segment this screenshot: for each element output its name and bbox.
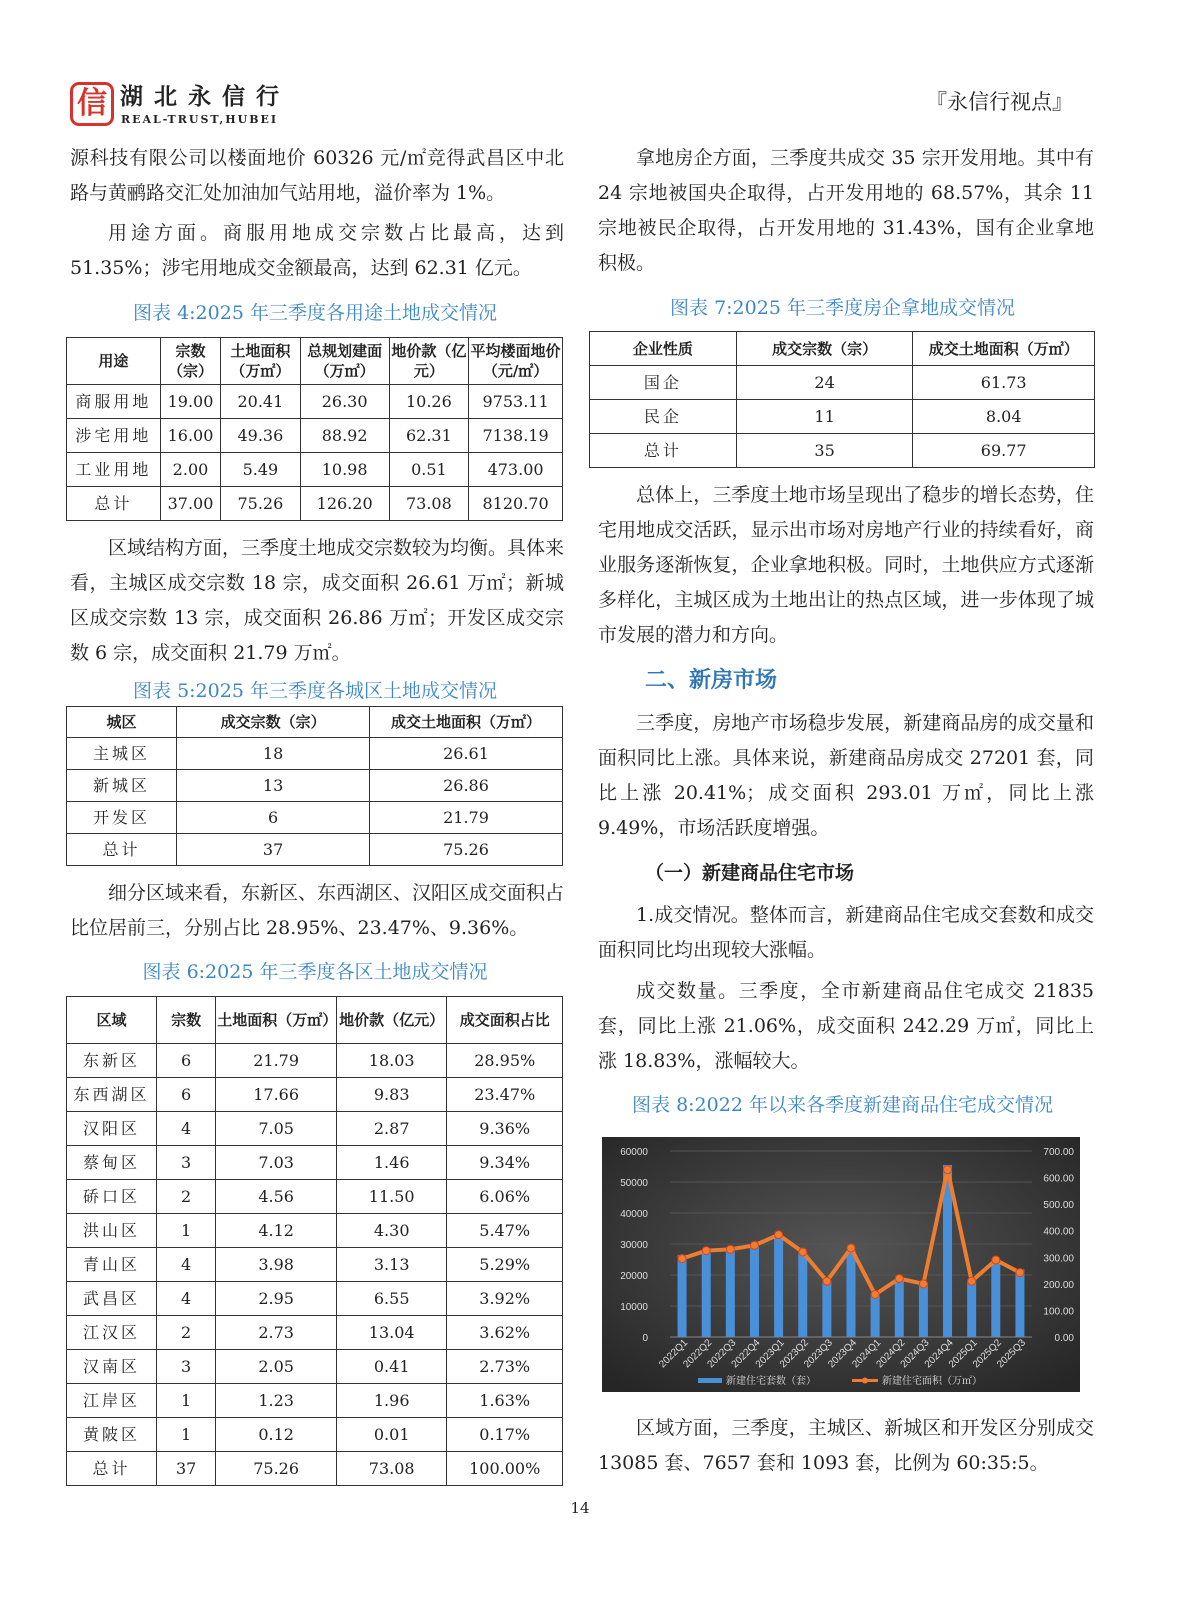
table-cell: 民企 [590, 400, 737, 434]
line-point [823, 1277, 831, 1285]
table-cell: 6 [156, 1078, 215, 1112]
table-cell: 蔡甸区 [67, 1146, 157, 1180]
table-cell: 东新区 [67, 1044, 157, 1078]
right-tick-label: 700.00 [1043, 1147, 1074, 1158]
category-label: 2025Q2 [970, 1337, 1004, 1371]
table-cell: 黄陂区 [67, 1418, 157, 1452]
table-cell: 473.00 [469, 453, 563, 487]
table-cell: 江岸区 [67, 1384, 157, 1418]
line-point [847, 1244, 855, 1252]
line-point [895, 1275, 903, 1283]
subsection-heading: （一）新建商品住宅市场 [645, 862, 855, 884]
chart-caption: 图表 8:2022 年以来各季度新建商品住宅成交情况 [632, 1094, 1053, 1116]
page-number: 14 [570, 1499, 590, 1517]
table-row [67, 1418, 563, 1452]
table-cell: 16.00 [160, 419, 220, 453]
right-paragraph-2: 总体上，三季度土地市场呈现出了稳步的增长态势，住宅用地成交活跃，显示出市场对房地产行业的持续看好，商业服务逐渐恢复，企业拿地积极。同时，土地供应方式逐渐多样化，主城区成为土地出让的热点区域，进一步体现了城市发展的潜力和方向。 [598, 484, 1094, 646]
left-tick-label: 60000 [620, 1147, 648, 1158]
column-header: 成交土地面积（万㎡） [913, 332, 1095, 366]
column-header: 企业性质 [590, 332, 737, 366]
table-cell: 4.30 [336, 1214, 446, 1248]
table-cell: 11.50 [336, 1180, 446, 1214]
bar [847, 1250, 856, 1337]
category-label: 2025Q3 [995, 1337, 1029, 1371]
table-land-by-district [66, 996, 563, 1486]
bar [967, 1280, 976, 1337]
table-cell: 总计 [590, 434, 737, 468]
table-row [67, 1044, 563, 1078]
column-header: 地价款（亿元） [336, 997, 446, 1044]
category-label: 2024Q1 [850, 1337, 884, 1371]
table-cell: 26.30 [300, 385, 389, 419]
table-developer-land [589, 331, 1095, 468]
table-cell: 75.26 [370, 834, 563, 866]
legend-line-label: 新建住宅面积（万㎡） [882, 1376, 982, 1387]
column-header: 成交宗数（宗） [177, 707, 370, 738]
table-cell: 3.13 [336, 1248, 446, 1282]
table-cell: 21.79 [370, 802, 563, 834]
table-cell: 73.08 [389, 487, 468, 521]
logo-text-cn: 湖北永信行 [120, 84, 290, 110]
table-cell: 涉宅用地 [67, 419, 161, 453]
bar [871, 1294, 880, 1337]
table-row [67, 385, 563, 419]
table-cell: 2.73% [447, 1350, 563, 1384]
table-row [590, 366, 1095, 400]
table-cell: 69.77 [913, 434, 1095, 468]
line-point [726, 1245, 734, 1253]
table-cell: 3 [156, 1350, 215, 1384]
table-cell: 硚口区 [67, 1180, 157, 1214]
table-row [67, 419, 563, 453]
table-cell: 18 [177, 738, 370, 770]
table-cell: 37.00 [160, 487, 220, 521]
table-row [67, 1452, 563, 1486]
bar [822, 1281, 831, 1337]
right-column [589, 141, 1096, 1481]
table-cell: 6.06% [447, 1180, 563, 1214]
category-label: 2025Q1 [946, 1337, 980, 1371]
table-cell: 1.96 [336, 1384, 446, 1418]
left-tick-label: 10000 [620, 1302, 648, 1313]
table-cell: 13 [177, 770, 370, 802]
table-cell: 2.95 [216, 1282, 337, 1316]
table-cell: 11 [736, 400, 913, 434]
left-tick-label: 50000 [620, 1178, 648, 1189]
table-cell: 7.03 [216, 1146, 337, 1180]
category-label: 2022Q4 [729, 1337, 763, 1371]
table-cell: 5.49 [221, 453, 300, 487]
table-cell: 商服用地 [67, 385, 161, 419]
table-row [67, 802, 563, 834]
table-cell: 1 [156, 1384, 215, 1418]
table-cell: 8.04 [913, 400, 1095, 434]
category-label: 2024Q2 [874, 1337, 908, 1371]
left-tick-label: 30000 [620, 1240, 648, 1251]
table-cell: 江汉区 [67, 1316, 157, 1350]
line-point [750, 1241, 758, 1249]
section-title: 『永信行视点』 [926, 90, 1073, 114]
table-row [67, 1146, 563, 1180]
left-tick-label: 0 [642, 1333, 648, 1344]
table-row [67, 1282, 563, 1316]
table-cell: 武昌区 [67, 1282, 157, 1316]
bar [750, 1246, 759, 1337]
table-row [67, 1248, 563, 1282]
table-cell: 汉阳区 [67, 1112, 157, 1146]
logo-seal: 信 [70, 82, 114, 126]
legend-line-marker [862, 1378, 868, 1384]
table-cell: 2 [156, 1316, 215, 1350]
table-cell: 总计 [67, 834, 177, 866]
left-paragraph-3: 区域结构方面，三季度土地成交宗数较为均衡。具体来看，主城区成交宗数 18 宗，成交面积 26.61 万㎡；新城区成交宗数 13 宗，成交面积 26.86 万㎡；开发区成交宗数 6 宗，成交面积 21.79 万㎡。 [70, 537, 565, 664]
table-cell: 6 [156, 1044, 215, 1078]
table-cell: 1.46 [336, 1146, 446, 1180]
left-column [66, 141, 564, 1486]
table-cell: 3.92% [447, 1282, 563, 1316]
table-cell: 汉南区 [67, 1350, 157, 1384]
table-cell: 新城区 [67, 770, 177, 802]
table4-caption: 图表 4:2025 年三季度各用途土地成交情况 [133, 302, 497, 324]
category-label: 2022Q3 [705, 1337, 739, 1371]
right-tick-label: 100.00 [1043, 1306, 1074, 1318]
table-row [590, 434, 1095, 468]
right-tick-label: 600.00 [1043, 1173, 1074, 1185]
table-cell: 9.36% [447, 1112, 563, 1146]
table-cell: 21.79 [216, 1044, 337, 1078]
category-label: 2024Q4 [922, 1337, 956, 1371]
category-label: 2023Q4 [826, 1337, 860, 1371]
line-point [702, 1247, 710, 1255]
table-cell: 5.47% [447, 1214, 563, 1248]
table-cell: 3.98 [216, 1248, 337, 1282]
left-tick-label: 40000 [620, 1209, 648, 1220]
table-cell: 5.29% [447, 1248, 563, 1282]
right-paragraph-3: 三季度，房地产市场稳步发展，新建商品房的成交量和面积同比上涨。具体来说，新建商品房成交 27201 套，同比上涨 20.41%；成交面积 293.01 万㎡，同比上涨 9.49%，市场活跃度增强。 [598, 712, 1094, 839]
column-header: 宗数（宗） [160, 338, 220, 385]
table-row [67, 453, 563, 487]
table-row [67, 1384, 563, 1418]
right-paragraph-6: 区域方面，三季度，主城区、新城区和开发区分别成交 13085 套、7657 套和 1093 套，比例为 60:35:5。 [598, 1417, 1094, 1474]
category-label: 2023Q2 [777, 1337, 811, 1371]
line-point [799, 1248, 807, 1256]
table-land-by-use [66, 337, 563, 521]
table-cell: 9.34% [447, 1146, 563, 1180]
line-point [678, 1255, 686, 1263]
line-point [944, 1166, 952, 1174]
table-cell: 6.55 [336, 1282, 446, 1316]
table-cell: 2.00 [160, 453, 220, 487]
table-cell: 0.12 [216, 1418, 337, 1452]
table-cell: 37 [177, 834, 370, 866]
table-row [67, 770, 563, 802]
table5-caption: 图表 5:2025 年三季度各城区土地成交情况 [133, 680, 497, 702]
table-cell: 9.83 [336, 1078, 446, 1112]
table-cell: 4.56 [216, 1180, 337, 1214]
table-cell: 工业用地 [67, 453, 161, 487]
right-paragraph-4: 1.成交情况。整体而言，新建商品住宅成交套数和成交面积同比均出现较大涨幅。 [598, 904, 1094, 961]
left-paragraph-4: 细分区域来看，东新区、东西湖区、汉阳区成交面积占比位居前三，分别占比 28.95%、23.47%、9.36%。 [70, 882, 565, 939]
column-header: 区域 [67, 997, 157, 1044]
table-cell: 1.23 [216, 1384, 337, 1418]
table-cell: 4 [156, 1282, 215, 1316]
table-cell: 26.61 [370, 738, 563, 770]
table-cell: 23.47% [447, 1078, 563, 1112]
category-label: 2023Q3 [802, 1337, 835, 1371]
table-cell: 75.26 [216, 1452, 337, 1486]
table-row [67, 1316, 563, 1350]
table-cell: 国企 [590, 366, 737, 400]
table-cell: 2.73 [216, 1316, 337, 1350]
bar [678, 1255, 687, 1337]
bar [895, 1280, 904, 1337]
column-header: 用途 [67, 338, 161, 385]
table-cell: 100.00% [447, 1452, 563, 1486]
line-point [919, 1280, 927, 1288]
table-cell: 9753.11 [469, 385, 563, 419]
table-cell: 2.87 [336, 1112, 446, 1146]
table-cell: 35 [736, 434, 913, 468]
table-cell: 13.04 [336, 1316, 446, 1350]
bar [919, 1283, 928, 1337]
column-header: 成交宗数（宗） [736, 332, 913, 366]
table-cell: 75.26 [221, 487, 300, 521]
line-point [871, 1290, 879, 1298]
line-point [1016, 1269, 1024, 1277]
table-row [67, 487, 563, 521]
table-cell: 24 [736, 366, 913, 400]
table-cell: 4 [156, 1112, 215, 1146]
table6-caption: 图表 6:2025 年三季度各区土地成交情况 [142, 961, 488, 983]
table-cell: 青山区 [67, 1248, 157, 1282]
column-header: 土地面积（万㎡） [216, 997, 337, 1044]
column-header: 成交土地面积（万㎡） [370, 707, 563, 738]
legend-bar-label: 新建住宅套数（套） [726, 1376, 816, 1387]
table-cell: 37 [156, 1452, 215, 1486]
left-tick-label: 20000 [620, 1271, 648, 1282]
line-point [992, 1256, 1000, 1264]
bar [991, 1263, 1000, 1337]
table-cell: 总计 [67, 1452, 157, 1486]
table-cell: 0.51 [389, 453, 468, 487]
table-cell: 26.86 [370, 770, 563, 802]
table-cell: 88.92 [300, 419, 389, 453]
table-cell: 3.62% [447, 1316, 563, 1350]
table-cell: 总计 [67, 487, 161, 521]
table-row [67, 1180, 563, 1214]
category-label: 2024Q3 [898, 1337, 932, 1371]
table-cell: 0.17% [447, 1418, 563, 1452]
bar [774, 1236, 783, 1337]
table-cell: 18.03 [336, 1044, 446, 1078]
residential-sales-chart [602, 1137, 1080, 1392]
right-tick-label: 400.00 [1043, 1226, 1074, 1238]
left-paragraph-1: 源科技有限公司以楼面地价 60326 元/㎡竞得武昌区中北路与黄鹂路交汇处加油加气站用地，溢价率为 1%。 [70, 147, 564, 204]
table-row [67, 1350, 563, 1384]
table-cell: 49.36 [221, 419, 300, 453]
table-row [67, 738, 563, 770]
column-header: 宗数 [156, 997, 215, 1044]
table-cell: 10.26 [389, 385, 468, 419]
table-cell: 3 [156, 1146, 215, 1180]
table-cell: 7.05 [216, 1112, 337, 1146]
table-cell: 1 [156, 1418, 215, 1452]
table-cell: 2 [156, 1180, 215, 1214]
table-row [67, 1078, 563, 1112]
bar [726, 1249, 735, 1337]
table-cell: 62.31 [389, 419, 468, 453]
legend-bar-swatch [698, 1378, 722, 1383]
table-cell: 0.01 [336, 1418, 446, 1452]
table-cell: 19.00 [160, 385, 220, 419]
table-row [67, 1112, 563, 1146]
bar [1015, 1269, 1024, 1337]
table-cell: 1.63% [447, 1384, 563, 1418]
table-land-by-zone [66, 706, 563, 866]
right-tick-label: 500.00 [1043, 1200, 1074, 1212]
table-row [67, 834, 563, 866]
category-label: 2022Q1 [657, 1337, 691, 1371]
table-cell: 10.98 [300, 453, 389, 487]
table-cell: 61.73 [913, 366, 1095, 400]
right-paragraph-5: 成交数量。三季度，全市新建商品住宅成交 21835 套，同比上涨 21.06%，成交面积 242.29 万㎡，同比上涨 18.83%，涨幅较大。 [598, 980, 1094, 1072]
table-cell: 东西湖区 [67, 1078, 157, 1112]
column-header: 城区 [67, 707, 177, 738]
table-cell: 73.08 [336, 1452, 446, 1486]
column-header: 成交面积占比 [447, 997, 563, 1044]
table-cell: 4 [156, 1248, 215, 1282]
logo-text-en: REAL-TRUST,HUBEI [121, 113, 279, 126]
table-cell: 开发区 [67, 802, 177, 834]
table-cell: 洪山区 [67, 1214, 157, 1248]
table-cell: 4.12 [216, 1214, 337, 1248]
left-paragraph-2: 用途方面。商服用地成交宗数占比最高，达到 51.35%；涉宅用地成交金额最高，达到 62.31 亿元。 [70, 222, 564, 279]
section-heading: 二、新房市场 [645, 668, 778, 693]
table-cell: 6 [177, 802, 370, 834]
bar [702, 1250, 711, 1337]
line-point [775, 1231, 783, 1239]
table-cell: 126.20 [300, 487, 389, 521]
table-cell: 20.41 [221, 385, 300, 419]
table-cell: 1 [156, 1214, 215, 1248]
table-cell: 17.66 [216, 1078, 337, 1112]
line-point [968, 1277, 976, 1285]
table-cell: 7138.19 [469, 419, 563, 453]
category-label: 2022Q2 [681, 1337, 715, 1371]
right-tick-label: 300.00 [1043, 1253, 1074, 1265]
column-header: 土地面积（万㎡） [221, 338, 300, 385]
table7-caption: 图表 7:2025 年三季度房企拿地成交情况 [670, 297, 1015, 319]
table-row [590, 400, 1095, 434]
table-cell: 0.41 [336, 1350, 446, 1384]
table-cell: 主城区 [67, 738, 177, 770]
table-cell: 8120.70 [469, 487, 563, 521]
table-cell: 2.05 [216, 1350, 337, 1384]
right-tick-label: 200.00 [1043, 1279, 1074, 1291]
bar [798, 1252, 807, 1337]
category-label: 2023Q1 [753, 1337, 787, 1371]
right-paragraph-1: 拿地房企方面，三季度共成交 35 宗开发用地。其中有 24 宗地被国央企取得，占开发用地的 68.57%，其余 11 宗地被民企取得，占开发用地的 31.43%，国有企业拿地积极。 [598, 147, 1094, 274]
column-header: 总规划建面（万㎡） [300, 338, 389, 385]
table-cell: 28.95% [447, 1044, 563, 1078]
column-header: 地价款（亿元） [389, 338, 468, 385]
table-row [67, 1214, 563, 1248]
right-tick-label: 0.00 [1054, 1333, 1074, 1344]
column-header: 平均楼面地价（元/㎡） [469, 338, 563, 385]
